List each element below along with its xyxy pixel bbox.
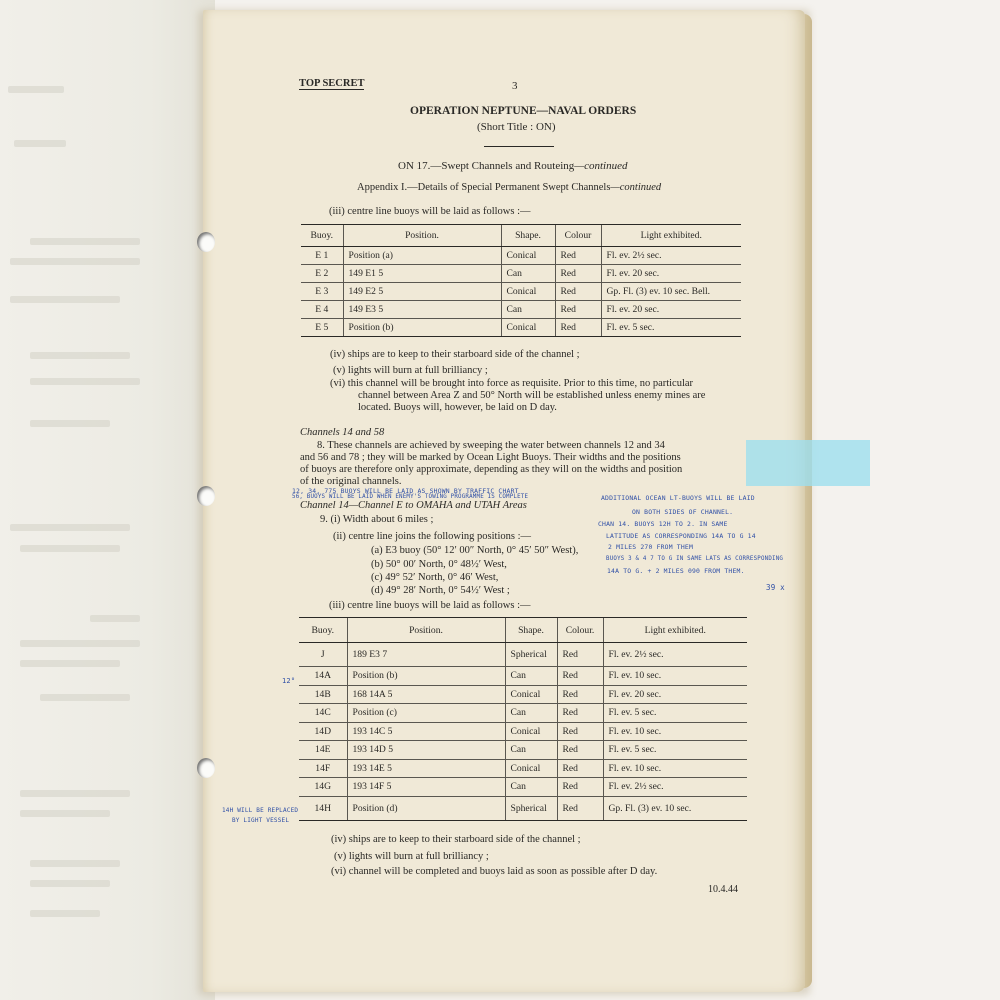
tape-strip (746, 440, 870, 486)
clause-vi-ch14: (vi) channel will be completed and buoys laid as soon as possible after D day. (331, 866, 658, 877)
column-header: Shape. (501, 225, 555, 247)
handwritten-note: 14H WILL BE REPLACED (222, 807, 299, 814)
table-cell: 149 E2 5 (343, 283, 501, 301)
column-header: Buoy. (301, 225, 343, 247)
table-row (301, 319, 741, 337)
handwritten-note: 56, BUOYS WILL BE LAID WHEN ENEMY'S TOWING PROGRAMME IS COMPLETE (292, 494, 529, 500)
table-header-row (301, 225, 741, 247)
clause-centre-line: (ii) centre line joins the following positions :— (333, 531, 532, 542)
position-b: (b) 50° 00′ North, 0° 48½′ West, (371, 559, 507, 570)
table-cell: J (299, 643, 347, 667)
table-cell: Conical (501, 247, 555, 265)
column-header: Buoy. (299, 618, 347, 643)
table-cell: Position (d) (347, 796, 505, 820)
table-cell: 168 14A 5 (347, 685, 505, 704)
table-cell: Fl. ev. 2½ sec. (601, 247, 741, 265)
table-cell: Conical (501, 319, 555, 337)
clause-v-ch14: (v) lights will burn at full brilliancy ; (334, 851, 489, 862)
table-cell: 149 E1 5 (343, 265, 501, 283)
punch-hole-middle (197, 486, 215, 506)
table-cell: E 2 (301, 265, 343, 283)
table-cell: 14G (299, 778, 347, 797)
table-cell: 14F (299, 759, 347, 778)
position-c: (c) 49° 52′ North, 0° 46′ West, (371, 572, 499, 583)
table-cell: Red (557, 759, 603, 778)
table-row (299, 759, 747, 778)
table1-intro: (iii) centre line buoys will be laid as follows :— (329, 206, 531, 217)
table-cell: Fl. ev. 10 sec. (603, 667, 747, 686)
table-cell: Fl. ev. 5 sec. (603, 704, 747, 723)
table-cell: Red (555, 247, 601, 265)
title-rule (484, 146, 554, 147)
table-cell: Red (555, 265, 601, 283)
table-cell: Conical (505, 759, 557, 778)
table2-intro: (iii) centre line buoys will be laid as follows :— (329, 600, 531, 611)
table-cell: Position (a) (343, 247, 501, 265)
position-a: (a) E3 buoy (50° 12′ 00″ North, 0° 45′ 50″ West), (371, 545, 579, 556)
table-row (299, 722, 747, 741)
punch-hole-top (197, 232, 215, 252)
table-cell: Fl. ev. 10 sec. (603, 759, 747, 778)
handwritten-note: CHAN 14. BUOYS 12H TO 2. IN SAME (598, 520, 728, 528)
document-short-title: (Short Title : ON) (477, 121, 556, 133)
clause-9-width: 9. (i) Width about 6 miles ; (320, 514, 434, 525)
column-header: Shape. (505, 618, 557, 643)
classification-label: TOP SECRET (299, 78, 365, 89)
clause-vi-line2: channel between Area Z and 50° North will be established unless enemy mines are (358, 390, 706, 401)
paragraph-8-line4: of the original channels. (300, 476, 402, 487)
table-cell: Red (555, 301, 601, 319)
table-cell: Fl. ev. 20 sec. (601, 265, 741, 283)
handwritten-note: ADDITIONAL OCEAN LT-BUOYS WILL BE LAID (601, 494, 755, 502)
column-header: Position. (347, 618, 505, 643)
handwritten-note: 2 MILES 270 FROM THEM (608, 543, 693, 551)
left-page (0, 0, 215, 1000)
table-row (299, 685, 747, 704)
column-header: Light exhibited. (603, 618, 747, 643)
table-cell: Gp. Fl. (3) ev. 10 sec. Bell. (601, 283, 741, 301)
paragraph-8-line1: 8. These channels are achieved by sweeping the water between channels 12 and 34 (317, 440, 665, 451)
clause-v: (v) lights will burn at full brilliancy ; (333, 365, 488, 376)
clause-vi-line1: (vi) this channel will be brought into force as requisite. Prior to this time, no particular (330, 378, 694, 389)
table-cell: 193 14E 5 (347, 759, 505, 778)
table-cell: E 1 (301, 247, 343, 265)
buoy-table-channel-14 (299, 617, 747, 821)
table-cell: Red (557, 778, 603, 797)
table-cell: E 5 (301, 319, 343, 337)
appendix-title: Appendix I.—Details of Special Permanent Swept Channels—continued (357, 182, 662, 193)
table-row (301, 301, 741, 319)
table-row (301, 247, 741, 265)
handwritten-note: BY LIGHT VESSEL (232, 817, 290, 824)
table-cell: Gp. Fl. (3) ev. 10 sec. (603, 796, 747, 820)
table-cell: E 3 (301, 283, 343, 301)
table-cell: Spherical (505, 643, 557, 667)
punch-hole-bottom (197, 758, 215, 778)
table-cell: Red (555, 283, 601, 301)
buoy-table-channel-e (301, 224, 741, 337)
table-header-row (299, 618, 747, 643)
table-row (299, 796, 747, 820)
handwritten-note: 12° (282, 677, 296, 685)
table-cell: Can (501, 301, 555, 319)
table-cell: Can (501, 265, 555, 283)
table-row (299, 667, 747, 686)
table-cell: 14A (299, 667, 347, 686)
position-d: (d) 49° 28′ North, 0° 54½′ West ; (371, 585, 510, 596)
document-date: 10.4.44 (708, 884, 738, 895)
table-row (301, 283, 741, 301)
table-cell: Fl. ev. 20 sec. (603, 685, 747, 704)
table-cell: Red (557, 722, 603, 741)
table-cell: Fl. ev. 2½ sec. (603, 643, 747, 667)
table-cell: Conical (501, 283, 555, 301)
table-cell: Fl. ev. 2½ sec. (603, 778, 747, 797)
document-title: OPERATION NEPTUNE—NAVAL ORDERS (410, 105, 637, 117)
section-title: ON 17.—Swept Channels and Routeing—continued (398, 160, 628, 172)
table-cell: Red (557, 685, 603, 704)
table-cell: Position (b) (347, 667, 505, 686)
column-header: Position. (343, 225, 501, 247)
table-cell: Red (557, 667, 603, 686)
table-cell: Fl. ev. 5 sec. (603, 741, 747, 760)
table-cell: 193 14D 5 (347, 741, 505, 760)
clause-iv: (iv) ships are to keep to their starboard side of the channel ; (330, 349, 580, 360)
table-cell: Position (b) (343, 319, 501, 337)
channel-14-heading: Channel 14—Channel E to OMAHA and UTAH Areas (300, 500, 527, 511)
table-cell: Can (505, 667, 557, 686)
table-row (299, 704, 747, 723)
table-cell: Red (557, 643, 603, 667)
table-cell: Can (505, 778, 557, 797)
handwritten-note: LATITUDE AS CORRESPONDING 14A TO G 14 (606, 532, 756, 540)
table-row (299, 741, 747, 760)
table-cell: Conical (505, 722, 557, 741)
table-cell: 193 14F 5 (347, 778, 505, 797)
handwritten-note: 12, 34, 775 BUOYS WILL BE LAID AS SHOWN BY TRAFFIC CHART (292, 487, 519, 495)
table-cell: Can (505, 704, 557, 723)
table-cell: 14E (299, 741, 347, 760)
table-cell: 149 E3 5 (343, 301, 501, 319)
table-cell: 14D (299, 722, 347, 741)
table-cell: Red (557, 704, 603, 723)
table-cell: 189 E3 7 (347, 643, 505, 667)
clause-vi-line3: located. Buoys will, however, be laid on D day. (358, 402, 557, 413)
paragraph-8-line3: of buoys are therefore only approximate, depending as they will on the widths and position (300, 464, 683, 475)
column-header: Colour. (557, 618, 603, 643)
table-cell: Spherical (505, 796, 557, 820)
table-cell: Fl. ev. 5 sec. (601, 319, 741, 337)
handwritten-note: ON BOTH SIDES OF CHANNEL. (632, 508, 734, 516)
table-cell: Can (505, 741, 557, 760)
column-header: Colour (555, 225, 601, 247)
table-cell: 14B (299, 685, 347, 704)
handwritten-note: 39 x (766, 583, 785, 592)
table-row (299, 778, 747, 797)
table-cell: 14H (299, 796, 347, 820)
table-row (299, 643, 747, 667)
handwritten-note: BUOYS 3 & 4 7 TO G IN SAME LATS AS CORRESPONDING (606, 556, 784, 562)
table-cell: Conical (505, 685, 557, 704)
table-cell: Position (c) (347, 704, 505, 723)
page-number: 3 (512, 80, 518, 92)
table-cell: Red (557, 741, 603, 760)
paragraph-8-line2: and 56 and 78 ; they will be marked by Ocean Light Buoys. Their widths and the positions (300, 452, 681, 463)
table-cell: Red (557, 796, 603, 820)
table-cell: Fl. ev. 20 sec. (601, 301, 741, 319)
table-cell: Fl. ev. 10 sec. (603, 722, 747, 741)
column-header: Light exhibited. (601, 225, 741, 247)
table-cell: E 4 (301, 301, 343, 319)
table-cell: 193 14C 5 (347, 722, 505, 741)
table-row (301, 265, 741, 283)
table-cell: 14C (299, 704, 347, 723)
table-cell: Red (555, 319, 601, 337)
channels-14-58-heading: Channels 14 and 58 (300, 427, 385, 438)
clause-iv-ch14: (iv) ships are to keep to their starboard side of the channel ; (331, 834, 581, 845)
handwritten-note: 14A TO G. + 2 MILES 090 FROM THEM. (607, 567, 745, 575)
